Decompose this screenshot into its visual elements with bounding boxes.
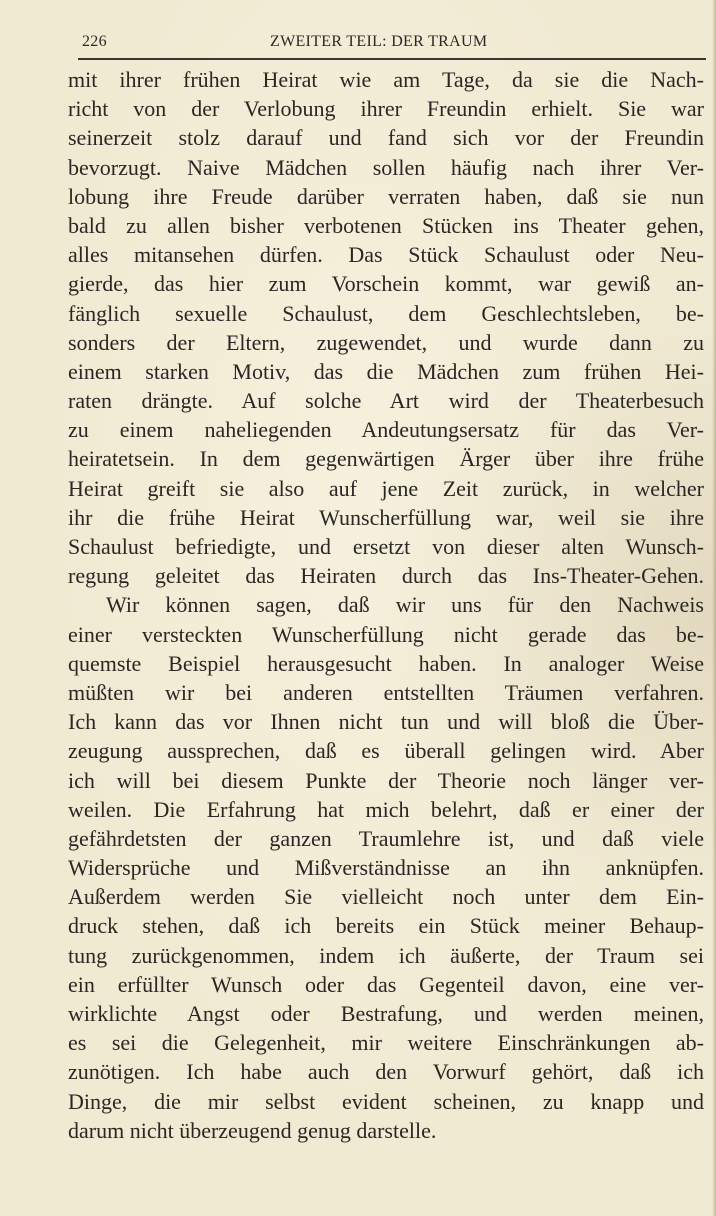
header-rule	[78, 58, 706, 60]
paragraph-start-line: Wir können sagen, daß wir uns für den Nachweis	[106, 592, 704, 618]
text-line: druck stehen, daß ich bereits ein Stück meiner Behaup-	[68, 913, 704, 939]
text-line: ein erfüllter Wunsch oder das Gegenteil davon, eine ver-	[68, 971, 704, 997]
text-line: weilen. Die Erfahrung hat mich belehrt, daß er einer der	[68, 796, 704, 822]
text-line: alles mitansehen dürfen. Das Stück Schaulust oder Neu-	[68, 242, 704, 268]
text-line: zeugung aussprechen, daß es überall gelingen wird. Aber	[68, 738, 704, 764]
text-line: wirklichte Angst oder Bestrafung, und werden meinen,	[68, 1001, 704, 1026]
text-line: gefährdetsten der ganzen Traumlehre ist, und daß viele	[68, 825, 704, 851]
text-line: lobung ihre Freude darüber verraten haben, daß sie nun	[68, 183, 704, 209]
text-line: Widersprüche und Mißverständnisse an ihn anknüpfen.	[68, 855, 704, 881]
text-line: zu einem naheliegenden Andeutungsersatz für das Ver-	[68, 417, 704, 443]
text-line: Ich kann das vor Ihnen nicht tun und will bloß die Über-	[68, 709, 704, 735]
text-line: regung geleitet das Heiraten durch das Ins-Theater-Gehen.	[68, 563, 704, 589]
text-line: tung zurückgenommen, indem ich äußerte, der Traum sei	[68, 942, 704, 968]
text-line: Dinge, die mir selbst evident scheinen, zu knapp und	[68, 1088, 704, 1114]
text-line: Außerdem werden Sie vielleicht noch unter dem Ein-	[68, 884, 704, 910]
text-line: seinerzeit stolz darauf und fand sich vor der Freundin	[68, 125, 704, 151]
page-number: 226	[82, 33, 107, 50]
text-line: mit ihrer frühen Heirat wie am Tage, da sie die Nach-	[68, 67, 704, 92]
text-line: richt von der Verlobung ihrer Freundin erhielt. Sie war	[68, 96, 704, 122]
text-line: einem starken Motiv, das die Mädchen zum frühen Hei-	[68, 358, 704, 384]
text-line: heiratetsein. In dem gegenwärtigen Ärger über ihre frühe	[68, 446, 704, 472]
body-text	[68, 65, 704, 1145]
text-line: ihr die frühe Heirat Wunscherfüllung war, weil sie ihre	[68, 504, 704, 530]
page-header	[82, 33, 708, 59]
text-line: fänglich sexuelle Schaulust, dem Geschlechtsleben, be-	[68, 300, 704, 326]
text-line: quemste Beispiel herausgesucht haben. In analoger Weise	[68, 650, 704, 676]
text-line: müßten wir bei anderen entstellten Träumen verfahren.	[68, 679, 704, 705]
text-line: gierde, das hier zum Vorschein kommt, war gewiß an-	[68, 271, 704, 297]
text-line: Schaulust befriedigte, und ersetzt von dieser alten Wunsch-	[68, 534, 704, 559]
text-line: sonders der Eltern, zugewendet, und wurde dann zu	[68, 329, 704, 355]
page-edge-shadow	[712, 0, 716, 1216]
text-line: Heirat greift sie also auf jene Zeit zurück, in welcher	[68, 475, 704, 501]
text-line: zunötigen. Ich habe auch den Vorwurf gehört, daß ich	[68, 1059, 704, 1085]
text-line: bald zu allen bisher verbotenen Stücken ins Theater gehen,	[68, 212, 704, 238]
text-line: raten drängte. Auf solche Art wird der Theaterbesuch	[68, 388, 704, 414]
text-line: es sei die Gelegenheit, mir weitere Einschränkungen ab-	[68, 1030, 704, 1056]
last-text-line: darum nicht überzeugend genug darstelle.	[68, 1117, 437, 1143]
running-head: ZWEITER TEIL: DER TRAUM	[270, 33, 488, 50]
text-line: einer versteckten Wunscherfüllung nicht gerade das be-	[68, 621, 704, 647]
text-line: bevorzugt. Naive Mädchen sollen häufig nach ihrer Ver-	[68, 154, 704, 180]
text-line: ich will bei diesem Punkte der Theorie noch länger ver-	[68, 767, 704, 793]
